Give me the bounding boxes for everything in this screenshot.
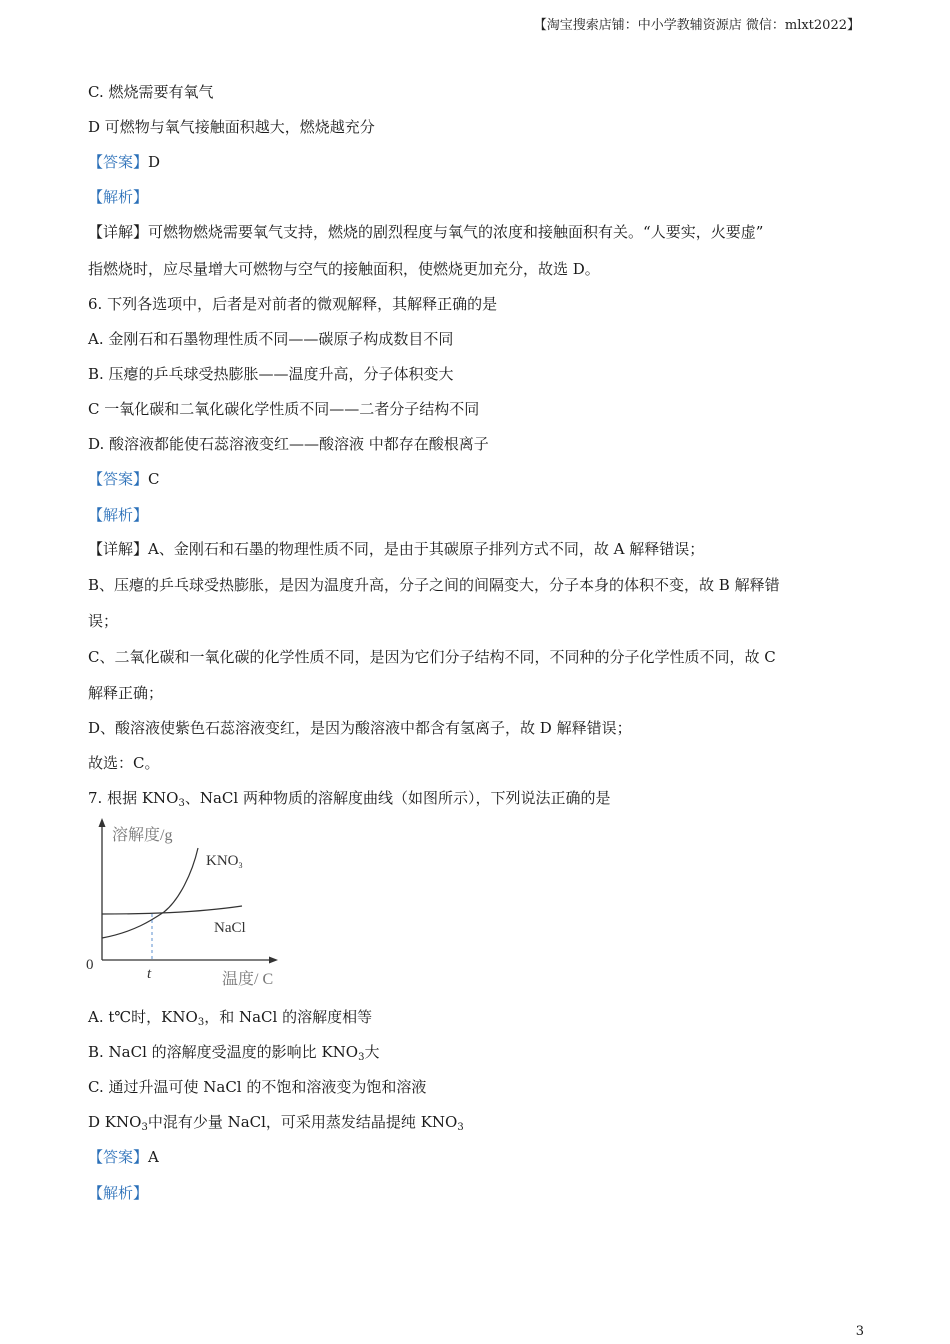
q6-option-a: A. 金刚石和石墨物理性质不同——碳原子构成数目不同	[88, 330, 454, 348]
answer-value: A	[148, 1148, 159, 1166]
detail-tag: 【详解】	[88, 223, 149, 241]
q7-stem: 7. 根据 $KNO_3$、NaCl 两种物质的溶解度曲线（如图所示），下列说法正确的是	[88, 789, 611, 809]
q5-detail-line1: 【详解】可燃物燃烧需要氧气支持，燃烧的剧烈程度与氧气的浓度和接触面积有关。“人要实，火要虚”	[88, 223, 764, 241]
kno3-label: $KNO_3$	[206, 853, 243, 870]
q6-analysis-tag: 【解析】	[88, 506, 149, 524]
x-axis-label: 温度/ C	[222, 971, 274, 988]
q6-option-c: C 一氧化碳和二氧化碳化学性质不同——二者分子结构不同	[88, 400, 480, 418]
q7-analysis-tag: 【解析】	[88, 1184, 149, 1202]
q6-option-d: D. 酸溶液都能使石蕊溶液变红——酸溶液 中都存在酸根离子	[88, 435, 489, 453]
solubility-curve-figure	[84, 814, 294, 992]
q6-answer	[88, 469, 160, 489]
q5-answer	[88, 152, 160, 172]
q7-option-a: A. t℃时，$KNO_3$，和 NaCl 的溶解度相等	[88, 1008, 373, 1028]
answer-tag: 【答案】	[88, 470, 149, 488]
q6-detail-b-line1: B、压瘪的乒乓球受热膨胀，是因为温度升高，分子之间的间隔变大，分子本身的体积不变，故 B 解释错	[88, 576, 780, 594]
answer-value: C	[148, 470, 160, 488]
page-number: 3	[855, 1324, 864, 1339]
answer-tag: 【答案】	[88, 153, 149, 171]
q5-detail-line2: 指燃烧时，应尽量增大可燃物与空气的接触面积，使燃烧更加充分，故选 D。	[88, 260, 600, 278]
q5-analysis-tag: 【解析】	[88, 188, 149, 206]
nacl-curve	[102, 906, 242, 914]
t-label: t	[147, 966, 152, 982]
x-axis-arrow	[269, 957, 278, 964]
q7-option-d: D $KNO_3$中混有少量 NaCl，可采用蒸发结晶提纯 $KNO_3$	[88, 1113, 464, 1133]
q5-option-c: C. 燃烧需要有氧气	[88, 83, 214, 101]
page-header: 【淘宝搜索店铺：中小学教辅资源店 微信：mlxt2022】	[533, 18, 860, 33]
q6-detail-c-line2: 解释正确；	[88, 684, 164, 702]
q6-conclusion: 故选：C。	[88, 754, 160, 772]
y-axis-arrow	[99, 818, 106, 827]
q6-detail-b-line2: 误；	[88, 612, 119, 630]
kno3-curve	[102, 848, 198, 938]
origin-label: 0	[86, 957, 94, 973]
q7-answer	[88, 1147, 159, 1167]
answer-value: D	[148, 153, 161, 171]
q6-detail-a: 【详解】A、金刚石和石墨的物理性质不同，是由于其碳原子排列方式不同，故 A 解释错误；	[88, 540, 705, 558]
nacl-label: NaCl	[214, 920, 246, 936]
answer-tag: 【答案】	[88, 1148, 149, 1166]
q7-option-b: B. NaCl 的溶解度受温度的影响比 $KNO_3$大	[88, 1043, 380, 1063]
q6-detail-c-line1: C、二氧化碳和一氧化碳的化学性质不同，是因为它们分子结构不同，不同种的分子化学性质不同，故 C	[88, 648, 776, 666]
q5-option-d: D 可燃物与氧气接触面积越大，燃烧越充分	[88, 118, 375, 136]
q6-option-b: B. 压瘪的乒乓球受热膨胀——温度升高，分子体积变大	[88, 365, 454, 383]
q6-detail-d: D、酸溶液使紫色石蕊溶液变红，是因为酸溶液中都含有氢离子，故 D 解释错误；	[88, 719, 632, 737]
q6-stem: 6. 下列各选项中，后者是对前者的微观解释，其解释正确的是	[88, 295, 498, 313]
y-axis-label: 溶解度/g	[112, 827, 173, 844]
detail-tag: 【详解】	[88, 540, 149, 558]
q7-option-c: C. 通过升温可使 NaCl 的不饱和溶液变为饱和溶液	[88, 1078, 427, 1096]
